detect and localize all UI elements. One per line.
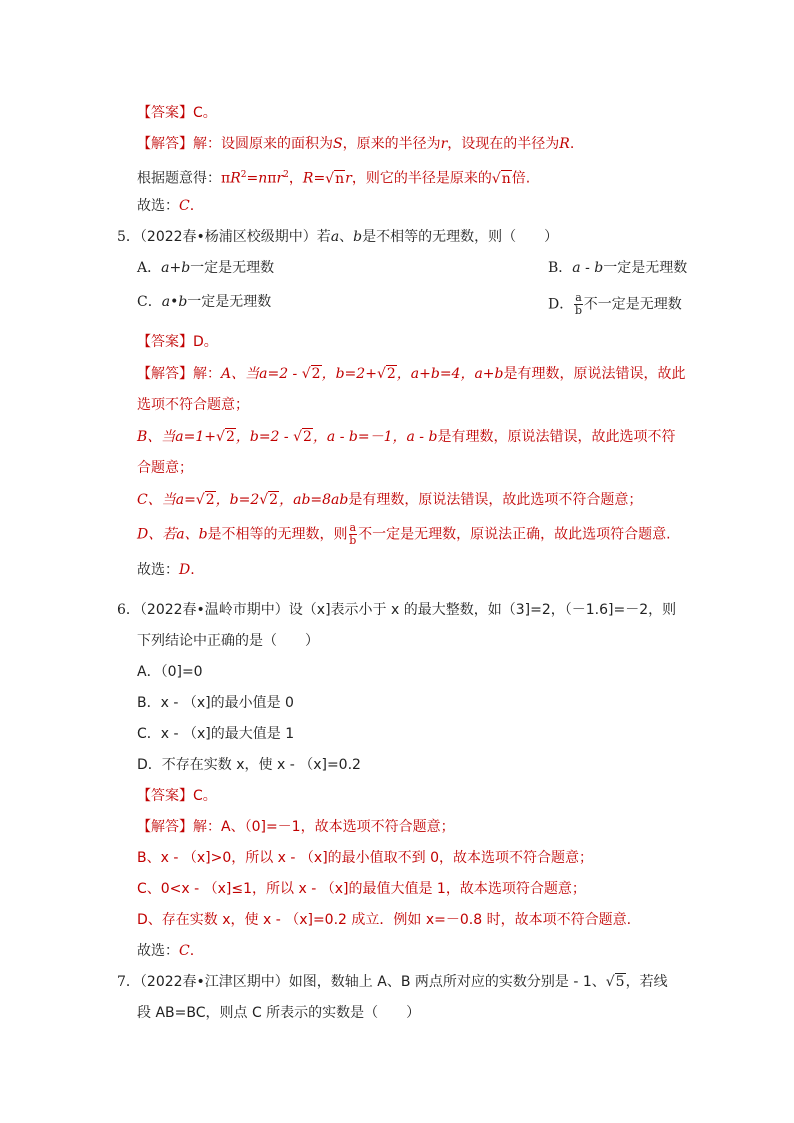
sqrt-2: √2 — [376, 366, 396, 382]
solution-intro: 解： — [193, 136, 221, 152]
text: ，若线 — [625, 974, 668, 990]
radicand: n — [501, 170, 511, 187]
radicand: 2 — [303, 429, 312, 445]
text: ，原来的半径为 — [342, 136, 441, 152]
choose-letter: C — [179, 198, 190, 214]
q5-analysis-b-cont: 合题意； — [137, 460, 193, 476]
solution-intro: 解： — [193, 819, 221, 835]
var: r — [276, 170, 284, 187]
q6-choose-line — [137, 941, 194, 961]
fraction-a-over-b — [349, 522, 358, 547]
sqrt-2: √2 — [216, 429, 235, 445]
text: 是不相等的无理数，则（ ） — [362, 229, 559, 245]
option-letter: D． — [548, 296, 574, 313]
text: 、 — [339, 229, 354, 245]
var: n — [258, 170, 268, 187]
solution-intro: 解： — [193, 366, 221, 382]
text: . — [189, 943, 195, 959]
var: r — [440, 136, 448, 152]
q6-option-d: D．不存在实数 x，使 x - （x]=0.2 — [137, 757, 361, 773]
text: . — [189, 198, 195, 214]
answer-value: C。 — [193, 105, 217, 121]
q6-stem — [117, 600, 676, 620]
pi-symbol: π — [267, 170, 277, 187]
text: ，ab=8ab — [279, 492, 349, 508]
var: S — [333, 136, 343, 152]
var: b — [353, 229, 363, 245]
option-expr: a•b — [161, 294, 188, 310]
fraction-a-over-b — [574, 292, 583, 317]
choose-label: 故选： — [137, 943, 179, 959]
pi-symbol: π — [221, 170, 231, 187]
answer-label: 【答案】 — [137, 105, 193, 121]
text: 倍. — [511, 170, 531, 187]
q6-stem-cont: 下列结论中正确的是（ ） — [137, 633, 319, 649]
text: a=1+ — [175, 429, 217, 445]
text: A、当 — [221, 366, 260, 382]
numerator: a — [349, 521, 357, 534]
text: 根据题意得： — [137, 170, 221, 187]
q5-answer-line — [137, 332, 218, 352]
denominator: b — [574, 304, 583, 317]
text: 是有理数，原说法错误，故此 — [503, 366, 686, 382]
answer-label: 【答案】 — [137, 788, 193, 804]
text: a、b — [176, 526, 208, 543]
var: R — [230, 170, 241, 187]
q5-stem — [117, 227, 558, 247]
sqrt-2: √2 — [293, 429, 312, 445]
text: = — [313, 170, 326, 187]
choose-label: 故选： — [137, 198, 179, 214]
choose-label: 故选： — [137, 562, 179, 578]
sqrt-2: √2 — [195, 492, 215, 508]
text: 不一定是无理数，原说法正确，故此选项符合题意. — [358, 526, 671, 543]
option-text: 一定是无理数 — [187, 294, 272, 310]
q6-analysis-c: C、0<x - （x]≤1，所以 x - （x]的最值大值是 1，故本选项符合题意； — [137, 881, 586, 897]
var: a — [330, 229, 340, 245]
text: A、（0]=－1，故本选项不符合题意； — [221, 819, 455, 835]
text: 是有理数，原说法错误，故此选项不符 — [437, 429, 676, 445]
text: ，b=2 - — [235, 429, 294, 445]
choose-letter: C — [179, 943, 190, 959]
q5-analysis-d — [137, 522, 671, 547]
sqrt-5: √5 — [605, 974, 625, 990]
q5-analysis-a-cont: 选项不符合题意； — [137, 397, 249, 413]
sqrt-n: √n — [325, 170, 345, 187]
q4-equation-line: 根据题意得：$\pi R^2=n\pi r^2$，R=√nr，则它的半径是原来的√n倍. — [137, 170, 531, 187]
option-text: 不一定是无理数 — [583, 296, 682, 313]
choose-letter: D — [179, 562, 191, 578]
radicand: 2 — [225, 429, 235, 445]
text: D、若 — [137, 526, 177, 543]
text: = — [246, 170, 259, 187]
radicand: 2 — [205, 492, 215, 508]
numerator: a — [575, 291, 582, 304]
analysis-label: 【解答】 — [137, 136, 193, 152]
q6-analysis-d: D、存在实数 x，使 x - （x]=0.2 成立．例如 x=－0.8 时，故本项不符合题意. — [137, 912, 632, 928]
text: ，则它的半径是原来的 — [351, 170, 492, 187]
text: C、当 — [137, 492, 176, 508]
text: ，b=2 — [215, 492, 260, 508]
question-number: 6． — [117, 602, 140, 618]
text: a=2 - — [259, 366, 302, 382]
q6-analysis-a — [137, 817, 455, 837]
text: 是有理数，原说法错误，故此选项不符合题意； — [348, 492, 643, 508]
sqrt-2: √2 — [259, 492, 279, 508]
q5-analysis-b — [137, 427, 675, 447]
q5-options-row2 — [137, 291, 682, 317]
q5-choose-line — [137, 560, 195, 580]
text: ， — [288, 170, 303, 187]
text: （2022春•杨浦区校级期中）若 — [139, 229, 331, 245]
answer-value: D。 — [193, 334, 218, 350]
q6-option-b: B．x - （x]的最小值是 0 — [137, 695, 294, 711]
analysis-label: 【解答】 — [137, 819, 193, 835]
text: 是不相等的无理数，则 — [207, 526, 348, 543]
answer-label: 【答案】 — [137, 334, 193, 350]
q5-analysis-c — [137, 490, 642, 510]
radicand: 2 — [386, 366, 396, 382]
q4-answer-line — [137, 103, 217, 123]
text: ，设现在的半径为 — [447, 136, 560, 152]
text: （2022春•温岭市期中）设（x]表示小于 x 的最大整数，如（3]=2，（－1.6]=－2，则 — [139, 602, 677, 618]
q5-analysis-a — [137, 364, 686, 384]
text: a= — [175, 492, 196, 508]
var: R — [302, 170, 314, 187]
sqrt-n: √n — [491, 170, 511, 187]
denominator: b — [349, 534, 357, 547]
option-letter: B． — [548, 260, 573, 276]
radicand: 2 — [311, 366, 321, 382]
q4-choose-line — [137, 196, 194, 216]
question-number: 5． — [117, 229, 140, 245]
q4-analysis-line — [137, 134, 574, 154]
q6-analysis-b: B、x - （x]>0，所以 x - （x]的最小值取不到 0，故本选项不符合题意； — [137, 850, 594, 866]
radicand: 5 — [615, 974, 625, 990]
q6-option-a: A．（0]=0 — [137, 664, 203, 680]
option-expr: a - b — [572, 260, 604, 276]
q6-option-c: C．x - （x]的最大值是 1 — [137, 726, 295, 742]
text: ，a+b=4，a+b — [396, 366, 504, 382]
text: ，b=2+ — [321, 366, 377, 382]
var: r — [345, 170, 352, 187]
sqrt-2: √2 — [301, 366, 321, 382]
text: 设圆原来的面积为 — [221, 136, 333, 152]
analysis-label: 【解答】 — [137, 366, 193, 382]
q7-stem — [117, 972, 668, 992]
var: R — [559, 136, 570, 152]
answer-value: C。 — [193, 788, 217, 804]
q6-answer-line — [137, 786, 217, 806]
text: . — [190, 562, 195, 578]
option-letter: C． — [137, 294, 162, 310]
option-text: 一定是无理数 — [603, 260, 688, 276]
q7-stem-cont: 段 AB=BC，则点 C 所表示的实数是（ ） — [137, 1005, 421, 1021]
question-number: 7． — [117, 974, 140, 990]
text: ，a - b=－1，a - b — [312, 429, 438, 445]
option-letter: A． — [137, 260, 162, 276]
option-text: 一定是无理数 — [190, 260, 275, 276]
option-expr: a+b — [161, 260, 191, 276]
radicand: n — [335, 170, 345, 187]
text: B、当 — [137, 429, 176, 445]
text: . — [569, 136, 575, 152]
text: （2022春•江津区期中）如图，数轴上 A、B 两点所对应的实数分别是 - 1、 — [139, 974, 606, 990]
radicand: 2 — [269, 492, 279, 508]
q5-options-row1 — [137, 258, 688, 278]
